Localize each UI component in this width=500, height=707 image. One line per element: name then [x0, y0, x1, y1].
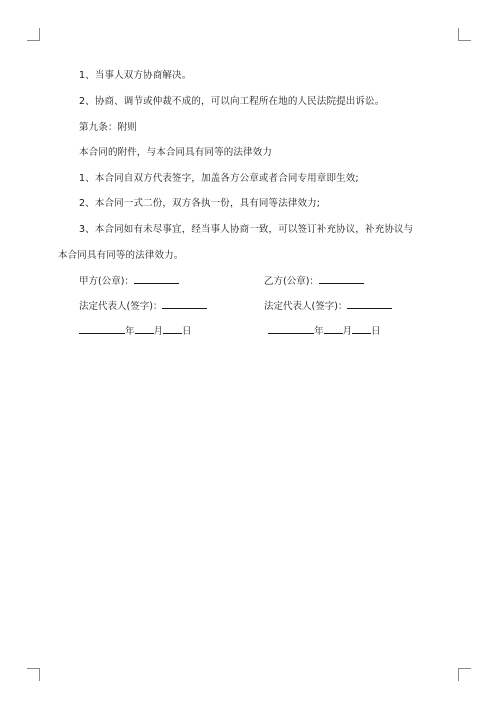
party-a-blank — [134, 274, 179, 284]
section-heading-article-9: 第九条：附则 — [79, 122, 137, 133]
rep-b-blank — [347, 299, 392, 309]
date-a-day-blank — [163, 324, 182, 334]
crop-mark-bottom-right — [458, 668, 471, 681]
crop-mark-top-right — [458, 28, 471, 41]
clause-line-2: 2、协商、调节或仲裁不成的，可以向工程所在地的人民法院提出诉讼。 — [79, 96, 385, 107]
date-b — [268, 324, 381, 338]
clause-line-5-continued: 本合同具有同等的法律效力。 — [58, 250, 184, 261]
crop-mark-top-left — [27, 28, 40, 41]
paragraph-annex: 本合同的附件，与本合同具有同等的法律效力 — [79, 147, 273, 158]
party-a-seal — [79, 274, 179, 288]
crop-mark-bottom-left — [27, 668, 40, 681]
rep-b-signature — [264, 299, 392, 313]
date-a-year-label: 年 — [125, 326, 135, 337]
clause-line-1: 1、当事人双方协商解决。 — [79, 70, 192, 81]
party-b-blank — [319, 274, 364, 284]
rep-a-signature — [79, 299, 207, 313]
date-a-day-label: 日 — [182, 326, 192, 337]
date-b-day-blank — [352, 324, 371, 334]
party-b-seal — [264, 274, 364, 288]
date-b-month-label: 月 — [342, 326, 353, 337]
party-b-label: 乙方(公章)： — [264, 276, 319, 287]
clause-line-3: 1、本合同自双方代表签字，加盖各方公章或者合同专用章即生效; — [79, 173, 359, 184]
date-b-year-blank — [268, 324, 314, 334]
date-a-month-label: 月 — [153, 326, 164, 337]
date-a — [79, 324, 192, 338]
clause-line-4: 2、本合同一式二份，双方各执一份，具有同等法律效力; — [79, 198, 321, 209]
date-a-year-blank — [79, 324, 125, 334]
date-b-year-label: 年 — [314, 326, 324, 337]
date-a-month-blank — [135, 324, 154, 334]
clause-line-5: 3、本合同如有未尽事宜，经当事人协商一致，可以签订补充协议，补充协议与 — [79, 224, 414, 235]
rep-a-label: 法定代表人(签字)： — [79, 301, 163, 312]
party-a-label: 甲方(公章)： — [79, 276, 134, 287]
rep-b-label: 法定代表人(签字)： — [264, 301, 348, 312]
rep-a-blank — [162, 299, 207, 309]
date-b-month-blank — [324, 324, 343, 334]
date-b-day-label: 日 — [371, 326, 381, 337]
